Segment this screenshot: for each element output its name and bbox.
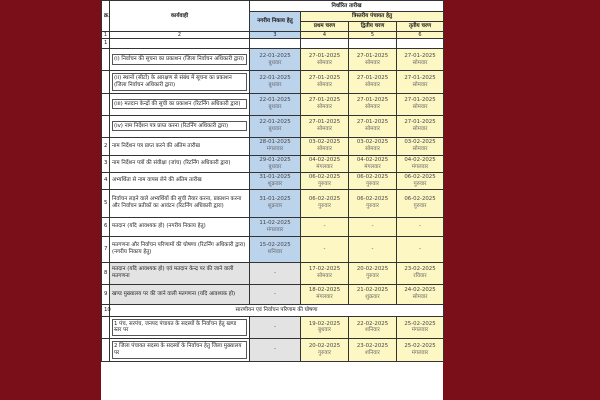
date-cell-p2 — [349, 189, 397, 217]
table-row — [102, 284, 444, 304]
header-activity: कार्यवाही — [110, 1, 250, 32]
date-cell-p1 — [301, 316, 349, 339]
date-cell-urban — [250, 137, 301, 155]
row-activity: खण्ड मुख्यालय पर की जाने वाली मतगणना (यदि आवश्यक हो) — [110, 284, 250, 304]
date-value: 22-01-2025 — [259, 52, 291, 59]
col-number: 2 — [110, 32, 250, 39]
date-cell-p3 — [397, 71, 444, 94]
day-value: सोमवार — [317, 273, 332, 279]
date-value: 06-02-2025 — [308, 196, 341, 203]
activity-box: (iii) मतदान केन्द्रों की सूची का प्रकाशन (रिटर्निंग अधिकारी द्वारा) — [112, 99, 247, 110]
row-sn: 10 — [102, 304, 110, 316]
table-row — [102, 49, 444, 71]
date-value: 04-02-2025 — [404, 156, 436, 163]
day-value: सोमवार — [365, 81, 380, 88]
row-activity — [110, 339, 250, 362]
date-value: 06-02-2025 — [356, 173, 389, 180]
schedule-sheet — [101, 0, 443, 400]
day-value: बुधवार — [318, 327, 331, 334]
date-cell-p1 — [301, 39, 349, 49]
date-cell-urban — [250, 39, 301, 49]
table-row — [102, 93, 444, 115]
date-value: - — [371, 245, 374, 252]
day-value: शुक्रवार — [365, 294, 380, 300]
row-activity: सारणीयन एवं निर्वाचन परिणाम की घोषणा — [110, 304, 444, 316]
date-cell-urban — [250, 262, 301, 284]
date-value: 25-02-2025 — [404, 320, 436, 327]
date-cell-p1 — [301, 137, 349, 155]
header-urban: नगरीय निकाय हेतु — [250, 12, 301, 32]
activity-box: (ii) स्थानों (सीटों) के आरक्षण से संबंध में सूचना का प्रकाशन (जिला निर्वाचन अधिकारी द्वारा) — [112, 73, 247, 91]
day-value: गुरुवार — [413, 180, 427, 187]
date-cell-urban — [250, 115, 301, 137]
date-cell-p3 — [397, 339, 444, 362]
date-cell-p3 — [397, 49, 444, 71]
day-value: सोमवार — [365, 59, 380, 66]
col-number: 6 — [397, 32, 444, 39]
date-value: 27-01-2025 — [308, 119, 341, 126]
table-row — [102, 189, 444, 217]
row-sn: 5 — [102, 189, 110, 217]
date-value: 27-01-2025 — [356, 75, 389, 81]
table-row — [102, 304, 444, 316]
date-cell-p3 — [397, 39, 444, 49]
activity-box: (iv) नाम निर्देशन पत्र प्राप्त करना (रिटर्निंग अधिकारी द्वारा) — [112, 121, 247, 132]
date-cell-urban — [250, 217, 301, 236]
row-activity: नाम निर्देशन पत्रों की संवीक्षा (जांच) (रिटर्निंग अधिकारी द्वारा) — [110, 155, 250, 172]
date-value: 21-02-2025 — [356, 287, 389, 294]
date-value: 25-02-2025 — [404, 343, 436, 349]
day-value: सोमवार — [412, 59, 428, 66]
table-row — [102, 172, 444, 189]
row-activity — [110, 49, 250, 71]
date-cell-p2 — [349, 316, 397, 339]
date-value: 06-02-2025 — [404, 173, 436, 180]
date-value: 20-02-2025 — [356, 266, 389, 273]
date-cell-p3 — [397, 172, 444, 189]
day-value: मंगलवार — [266, 226, 284, 233]
header-panchayat: त्रिस्तरीय पंचायत हेतु — [301, 12, 444, 22]
date-value: - — [323, 245, 326, 252]
date-value: 06-02-2025 — [356, 196, 389, 203]
date-cell-urban — [250, 49, 301, 71]
date-cell-p1 — [301, 93, 349, 115]
row-activity: मतदान (यदि आवश्यक हो) एवं मतदान केन्द्र पर की जाने वाली मतगणना — [110, 262, 250, 284]
day-value: सोमवार — [317, 146, 332, 152]
date-value: 22-02-2025 — [356, 320, 389, 327]
row-activity — [110, 115, 250, 137]
day-value: बुधवार — [268, 81, 282, 88]
date-value: 17-02-2025 — [308, 266, 341, 273]
table-row — [102, 115, 444, 137]
row-sn: 6 — [102, 217, 110, 236]
day-value: बुधवार — [268, 59, 282, 66]
date-value: 20-02-2025 — [308, 343, 341, 349]
row-sn — [102, 49, 110, 71]
table-row — [102, 217, 444, 236]
header-phase2: द्वितीय चरण — [349, 22, 397, 32]
schedule-rows — [102, 39, 444, 361]
day-value: सोमवार — [412, 104, 428, 110]
day-value: बुधवार — [268, 126, 282, 132]
day-value: सोमवार — [365, 126, 380, 132]
date-cell-p2 — [349, 172, 397, 189]
date-value: - — [274, 269, 276, 276]
date-cell-p2 — [349, 115, 397, 137]
date-value: 27-01-2025 — [404, 97, 436, 104]
date-value: 22-01-2025 — [259, 75, 291, 81]
table-row — [102, 71, 444, 94]
table-row — [102, 339, 444, 362]
date-value: 03-02-2025 — [356, 139, 389, 146]
col-number: 5 — [349, 32, 397, 39]
day-value: मंगलवार — [411, 349, 429, 356]
row-sn: 4 — [102, 172, 110, 189]
date-value: 06-02-2025 — [404, 196, 436, 203]
date-value: 27-01-2025 — [308, 97, 341, 104]
row-activity: अभ्यर्थिता से नाम वापस लेने की अंतिम तारीख — [110, 172, 250, 189]
date-value: 27-01-2025 — [356, 52, 389, 59]
day-value: मंगलवार — [411, 327, 429, 334]
activity-box: 1 पंच, सरपंच, जनपद पंचायत के सदस्यों के निर्वाचन हेतु खण्ड स्तर पर — [112, 319, 247, 337]
row-sn: 7 — [102, 236, 110, 262]
day-value: गुरुवार — [366, 203, 379, 209]
table-row — [102, 137, 444, 155]
date-cell-p2 — [349, 49, 397, 71]
day-value: गुरुवार — [413, 203, 427, 209]
day-value: सोमवार — [317, 126, 332, 132]
row-sn — [102, 115, 110, 137]
day-value: सोमवार — [317, 104, 332, 110]
date-value: 18-02-2025 — [308, 287, 341, 294]
row-sn: 1 — [102, 39, 110, 49]
date-value: 27-01-2025 — [356, 119, 389, 126]
date-cell-p1 — [301, 71, 349, 94]
table-row — [102, 262, 444, 284]
row-activity: मतगणना और निर्वाचन परिणामों की घोषणा (रिटर्निंग अधिकारी द्वारा) (नगरीय निकाय हेतु) — [110, 236, 250, 262]
col-number: 1 — [102, 32, 110, 39]
date-cell-urban — [250, 155, 301, 172]
date-cell-p1 — [301, 339, 349, 362]
date-cell-p3 — [397, 316, 444, 339]
row-sn — [102, 71, 110, 94]
day-value: बुधवार — [268, 163, 282, 170]
date-cell-p2 — [349, 93, 397, 115]
date-cell-urban — [250, 316, 301, 339]
day-value: शनिवार — [365, 327, 380, 334]
date-cell-p2 — [349, 71, 397, 94]
header-phase1: प्रथम चरण — [301, 22, 349, 32]
date-value: 22-01-2025 — [259, 119, 291, 126]
date-value: 03-02-2025 — [404, 139, 436, 146]
date-value: 27-01-2025 — [404, 119, 436, 126]
date-value: 27-01-2025 — [308, 52, 341, 59]
date-value: 24-02-2025 — [404, 287, 436, 294]
date-value: 23-02-2025 — [404, 266, 436, 273]
header-phase3: तृतीय चरण — [397, 22, 444, 32]
row-sn: 3 — [102, 155, 110, 172]
date-value: - — [419, 223, 421, 230]
date-value: 11-02-2025 — [259, 219, 291, 226]
col-number: 4 — [301, 32, 349, 39]
date-cell-p1 — [301, 217, 349, 236]
date-cell-p2 — [349, 339, 397, 362]
date-value: 19-02-2025 — [308, 320, 341, 327]
day-value: सोमवार — [412, 294, 428, 300]
date-cell-p2 — [349, 284, 397, 304]
day-value: शुक्रवार — [267, 203, 283, 209]
date-cell-p3 — [397, 155, 444, 172]
table-row — [102, 155, 444, 172]
day-value: बुधवार — [268, 104, 282, 110]
date-cell-p1 — [301, 189, 349, 217]
date-cell-p2 — [349, 262, 397, 284]
day-value: गुरुवार — [318, 349, 331, 356]
date-value: 31-01-2025 — [259, 196, 291, 203]
day-value: गुरुवार — [318, 203, 331, 209]
day-value: शुक्रवार — [267, 180, 283, 187]
date-cell-p3 — [397, 189, 444, 217]
row-sn — [102, 339, 110, 362]
date-cell-urban — [250, 172, 301, 189]
day-value: मंगलवार — [266, 146, 284, 152]
date-cell-p2 — [349, 217, 397, 236]
date-cell-p1 — [301, 155, 349, 172]
row-activity: मतदान (यदि आवश्यक हो) (नगरीय निकाय हेतु) — [110, 217, 250, 236]
day-value: सोमवार — [365, 104, 380, 110]
row-activity — [110, 316, 250, 339]
date-cell-p3 — [397, 236, 444, 262]
table-row — [102, 236, 444, 262]
day-value: मंगलवार — [316, 163, 333, 170]
election-schedule-table — [101, 0, 444, 362]
date-cell-p1 — [301, 284, 349, 304]
table-row — [102, 316, 444, 339]
day-value: गुरुवार — [366, 180, 379, 187]
date-cell-p2 — [349, 236, 397, 262]
day-value: शनिवार — [267, 249, 283, 255]
row-activity — [110, 39, 250, 49]
date-value: 28-01-2025 — [259, 139, 291, 146]
date-cell-urban — [250, 339, 301, 362]
row-activity: नाम निर्देशन पत्र प्राप्त करने की अंतिम तारीख — [110, 137, 250, 155]
day-value: शनिवार — [365, 349, 380, 356]
date-value: - — [274, 290, 276, 297]
date-value: 06-02-2025 — [308, 173, 341, 180]
row-sn — [102, 316, 110, 339]
activity-box: (i) निर्वाचन की सूचना का प्रकाशन (जिला निर्वाचन अधिकारी द्वारा) — [112, 54, 247, 65]
date-value: 27-01-2025 — [356, 97, 389, 104]
col-number: 3 — [250, 32, 301, 39]
date-value: - — [274, 346, 276, 353]
date-cell-p2 — [349, 39, 397, 49]
row-activity: निर्वाचन लड़ने वाले अभ्यर्थियों की सूची तैयार करना, प्रकाशन करना और निर्वाचन प्रतीकों का आवंटन (रिटर्निंग अधिकारी द्वारा) — [110, 189, 250, 217]
date-cell-p3 — [397, 93, 444, 115]
date-value: 15-02-2025 — [259, 242, 291, 249]
date-value: 27-01-2025 — [308, 75, 341, 81]
row-sn — [102, 93, 110, 115]
day-value: सोमवार — [317, 59, 332, 66]
date-cell-p2 — [349, 137, 397, 155]
date-value: - — [371, 223, 374, 230]
row-sn: 8 — [102, 262, 110, 284]
date-cell-p3 — [397, 217, 444, 236]
date-value: - — [323, 223, 326, 230]
day-value: सोमवार — [317, 81, 332, 88]
date-cell-p1 — [301, 262, 349, 284]
row-sn: 2 — [102, 137, 110, 155]
table-row — [102, 39, 444, 49]
date-value: 27-01-2025 — [404, 52, 436, 59]
date-cell-urban — [250, 71, 301, 94]
date-value: 04-02-2025 — [356, 156, 389, 163]
date-value: - — [274, 323, 276, 330]
day-value: सोमवार — [365, 146, 380, 152]
row-activity — [110, 93, 250, 115]
date-value: 23-02-2025 — [356, 343, 389, 349]
day-value: मंगलवार — [364, 163, 381, 170]
date-value: 03-02-2025 — [308, 139, 341, 146]
row-sn: 9 — [102, 284, 110, 304]
day-value: सोमवार — [412, 146, 428, 152]
day-value: रविवार — [413, 273, 427, 279]
day-value: गुरुवार — [318, 180, 331, 187]
date-cell-urban — [250, 189, 301, 217]
date-cell-p1 — [301, 115, 349, 137]
date-value: 04-02-2025 — [308, 156, 341, 163]
date-cell-urban — [250, 236, 301, 262]
day-value: सोमवार — [412, 126, 428, 132]
date-value: - — [419, 245, 421, 252]
day-value: गुरुवार — [366, 273, 379, 279]
date-value: 29-01-2025 — [259, 156, 291, 163]
date-cell-p1 — [301, 172, 349, 189]
date-cell-p3 — [397, 137, 444, 155]
header-sn: क्र. — [102, 1, 110, 32]
date-cell-p3 — [397, 115, 444, 137]
date-cell-p3 — [397, 284, 444, 304]
header-schedule: निर्धारित तारीख — [250, 1, 444, 12]
activity-box: 2 जिला पंचायत सदस्य के सदस्यों के निर्वाचन हेतु जिला मुख्यालय पर — [112, 341, 247, 359]
date-cell-p1 — [301, 49, 349, 71]
date-value: 27-01-2025 — [404, 75, 436, 81]
day-value: सोमवार — [412, 81, 428, 88]
date-cell-urban — [250, 284, 301, 304]
date-value: 22-01-2025 — [259, 97, 291, 104]
day-value: मंगलवार — [411, 163, 429, 170]
date-cell-p2 — [349, 155, 397, 172]
date-value: 31-01-2025 — [259, 173, 291, 180]
day-value: मंगलवार — [316, 294, 333, 300]
date-cell-p3 — [397, 262, 444, 284]
row-activity — [110, 71, 250, 94]
date-cell-p1 — [301, 236, 349, 262]
date-cell-urban — [250, 93, 301, 115]
